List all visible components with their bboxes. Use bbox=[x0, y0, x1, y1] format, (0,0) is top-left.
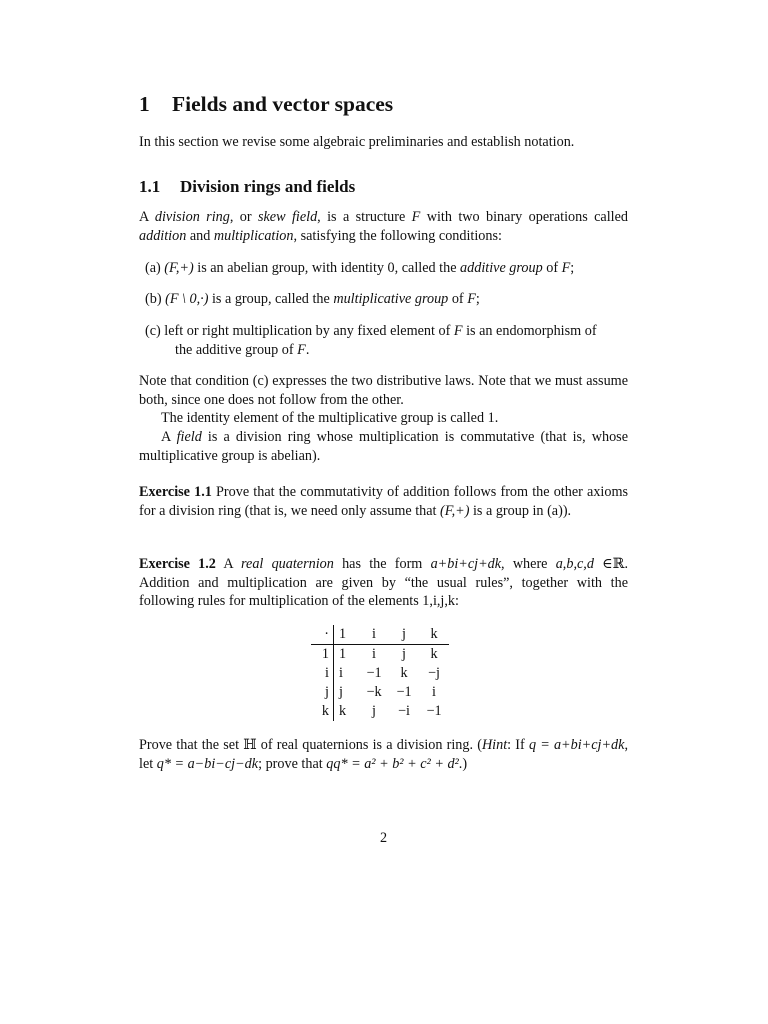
table-row bbox=[311, 645, 449, 665]
table-cell: j bbox=[389, 625, 419, 645]
definition-paragraph: A division ring, or skew field, is a structure F with two binary operations called addition and multiplication, satisfying the following conditions: bbox=[139, 209, 629, 244]
table-row bbox=[311, 702, 449, 721]
section-number: 1 bbox=[139, 92, 150, 116]
table-cell: −j bbox=[428, 665, 440, 681]
table-cell: −i bbox=[398, 703, 410, 719]
exercise-label: Exercise 1.1 bbox=[139, 484, 212, 500]
table-cell: · bbox=[311, 625, 334, 645]
exercise-1-2: Exercise 1.2 A real quaternion has the form a+bi+cj+dk, where a,b,c,d ∈ℝ. Addition and multiplication are given by “the usual rules”, together with the following rules for multiplication of the elements 1,i,j,k: bbox=[139, 556, 628, 609]
table-cell: j bbox=[402, 646, 406, 662]
table-cell: i bbox=[339, 665, 343, 681]
table-cell: 1 bbox=[334, 625, 360, 645]
math-expr: (F,+) bbox=[164, 260, 194, 276]
exercise-1-1: Exercise 1.1 Prove that the commutativity of addition follows from the other axioms for a division ring (that is, we need only assume that (F,+) is a group in (a)). bbox=[139, 484, 628, 519]
table-cell: 1 bbox=[311, 645, 334, 665]
term-field: field bbox=[176, 429, 202, 445]
subsection-heading bbox=[139, 177, 355, 197]
section-title: Fields and vector spaces bbox=[172, 92, 394, 116]
table-cell: k bbox=[311, 702, 334, 721]
subsection-number: 1.1 bbox=[139, 177, 161, 196]
table-cell: j bbox=[339, 684, 343, 700]
table-row bbox=[311, 664, 449, 683]
term-real-quaternion: real quaternion bbox=[241, 556, 334, 572]
table-cell: j bbox=[311, 683, 334, 702]
table-cell: −1 bbox=[426, 703, 442, 719]
table-cell: 1 bbox=[339, 646, 347, 662]
note-paragraph: Note that condition (c) expresses the two distributive laws. Note that we must assume both, since one does not follow from the other. bbox=[139, 373, 628, 408]
condition-c: (c) left or right multiplication by any fixed element of F is an endomorphism of the additive group of F. bbox=[145, 323, 597, 358]
table-cell: −1 bbox=[366, 665, 382, 681]
condition-a: (a) (F,+) is an abelian group, with identity 0, called the additive group of F; bbox=[145, 260, 575, 276]
intro-paragraph: In this section we revise some algebraic preliminaries and establish notation. bbox=[139, 134, 575, 150]
table-cell: k bbox=[400, 665, 408, 681]
table-cell: k bbox=[430, 646, 438, 662]
subsection-title: Division rings and fields bbox=[180, 177, 356, 196]
table-cell: −1 bbox=[396, 684, 412, 700]
table-cell: k bbox=[419, 625, 449, 645]
math-expr: (F \ 0,·) bbox=[165, 291, 209, 307]
term-addition: addition bbox=[139, 227, 187, 244]
table-cell: −k bbox=[366, 684, 382, 700]
term-division-ring: division ring bbox=[154, 209, 230, 225]
prove-paragraph: Prove that the set ℍ of real quaternions is a division ring. (Hint: If q = a+bi+cj+dk, let q* = a−bi−cj−dk; prove that qq* = a² + b² + c² + d².) bbox=[139, 737, 628, 772]
table-row bbox=[311, 683, 449, 702]
section-heading bbox=[139, 92, 393, 117]
table-cell: i bbox=[359, 625, 389, 645]
exercise-label: Exercise 1.2 bbox=[139, 556, 216, 572]
table-cell: k bbox=[339, 703, 347, 719]
condition-b: (b) (F \ 0,·) is a group, called the multiplicative group of F; bbox=[145, 291, 480, 307]
term-multiplication: multiplication bbox=[213, 227, 294, 244]
table-cell: i bbox=[432, 684, 436, 700]
term-skew-field: skew field bbox=[257, 209, 318, 225]
page-number: 2 bbox=[379, 830, 388, 846]
field-definition-paragraph: A field is a division ring whose multiplication is commutative (that is, whose multiplicative group is abelian). bbox=[139, 429, 628, 464]
quaternion-multiplication-table bbox=[311, 625, 449, 721]
table-cell: i bbox=[311, 664, 334, 683]
table-cell: i bbox=[372, 646, 376, 662]
table-cell: j bbox=[372, 703, 376, 719]
identity-paragraph: The identity element of the multiplicative group is called 1. bbox=[161, 410, 499, 426]
table-header-row bbox=[311, 625, 449, 645]
